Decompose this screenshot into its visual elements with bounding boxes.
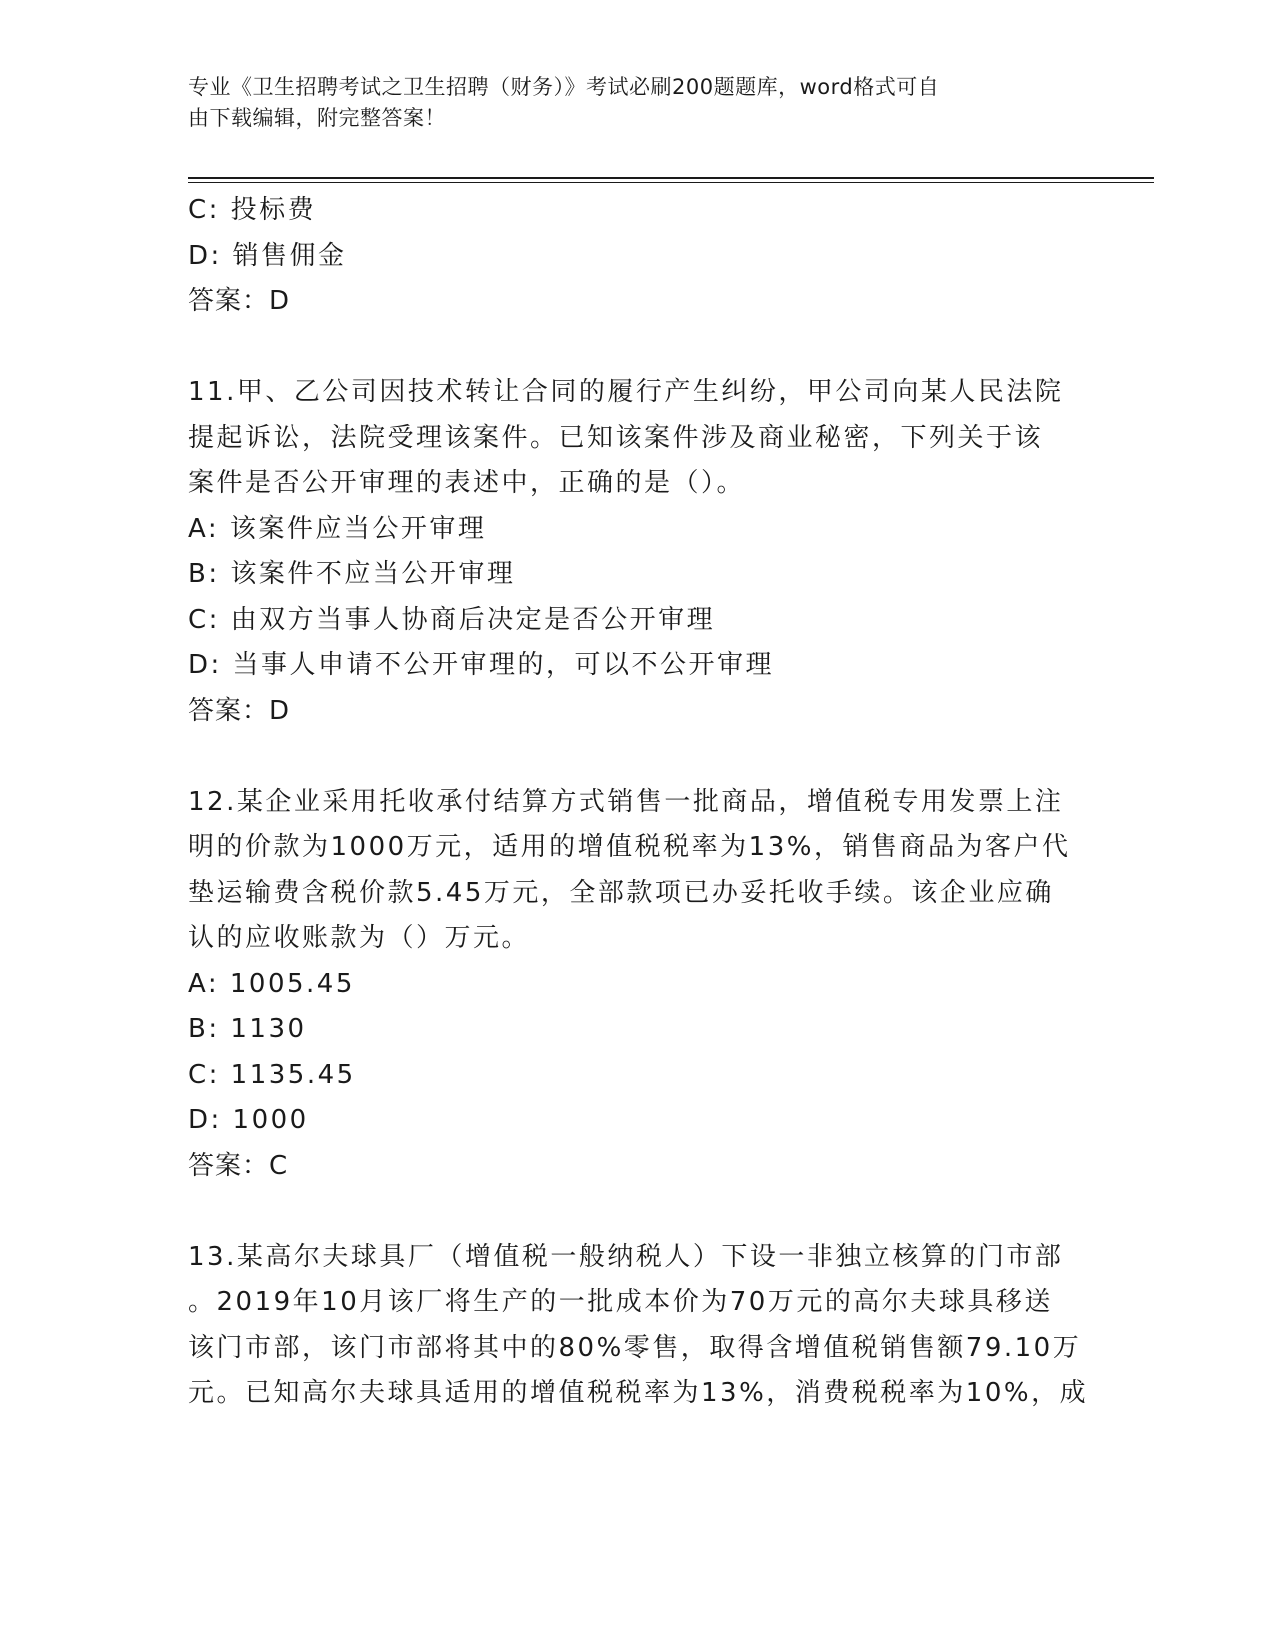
q11-stem-line: 11.甲、乙公司因技术转让合同的履行产生纠纷，甲公司向某人民法院: [188, 377, 1064, 407]
q11-option-d: D: 当事人申请不公开审理的，可以不公开审理: [188, 650, 775, 680]
spacer: [188, 734, 1088, 780]
q10-option-c: C: 投标费: [188, 195, 317, 225]
q12-option-a: A: 1005.45: [188, 968, 355, 999]
q12-stem: [188, 780, 1088, 962]
q12-option-b: B: 1130: [188, 1014, 307, 1044]
question-13: [188, 1235, 1088, 1417]
q13-stem-line: 13.某高尔夫球具厂（增值税一般纳税人）下设一非独立核算的门市部: [188, 1241, 1064, 1272]
q13-stem-line: 。2019年10月该厂将生产的一批成本价为70万元的高尔夫球具移送: [188, 1287, 1053, 1317]
question-11: [188, 370, 1088, 734]
q12-stem-line: 垫运输费含税价款5.45万元，全部款项已办妥托收手续。该企业应确: [188, 877, 1054, 908]
q12-option-c: C: 1135.45: [188, 1059, 356, 1090]
q11-stem-line: 提起诉讼，法院受理该案件。已知该案件涉及商业秘密，下列关于该: [188, 422, 1044, 453]
question-list: [188, 188, 1088, 1417]
q11-answer: 答案：D: [188, 695, 291, 726]
q12-stem-line: 明的价款为1000万元，适用的增值税税率为13%，销售商品为客户代: [188, 832, 1071, 862]
q11-stem: [188, 370, 1088, 507]
header-line-2: 由下载编辑，附完整答案！: [188, 106, 446, 130]
q10-option-d: D: 销售佣金: [188, 240, 347, 271]
q10-answer: 答案：D: [188, 286, 291, 316]
q12-answer: 答案：C: [188, 1150, 289, 1181]
question-10: [188, 188, 1088, 325]
page-header: [188, 72, 1068, 134]
q11-option-b: B: 该案件不应当公开审理: [188, 559, 516, 589]
q13-stem-line: 元。已知高尔夫球具适用的增值税税率为13%，消费税税率为10%，成: [188, 1378, 1089, 1408]
q11-option-a: A: 该案件应当公开审理: [188, 513, 487, 544]
q11-stem-line: 案件是否公开审理的表述中，正确的是（）。: [188, 468, 746, 498]
spacer: [188, 325, 1088, 371]
q11-option-c: C: 由双方当事人协商后决定是否公开审理: [188, 604, 716, 635]
header-line-1: 专业《卫生招聘考试之卫生招聘（财务）》考试必刷200题题库，word格式可自: [188, 75, 940, 99]
q12-option-d: D: 1000: [188, 1105, 309, 1135]
header-divider-thick: [188, 177, 1154, 179]
q13-stem: [188, 1235, 1088, 1417]
header-divider-thin: [188, 182, 1154, 183]
q13-stem-line: 该门市部，该门市部将其中的80%零售，取得含增值税销售额79.10万: [188, 1332, 1082, 1363]
question-12: [188, 780, 1088, 1190]
spacer: [188, 1189, 1088, 1235]
q12-stem-line: 认的应收账款为（）万元。: [188, 923, 531, 953]
q12-stem-line: 12.某企业采用托收承付结算方式销售一批商品，增值税专用发票上注: [188, 786, 1064, 817]
